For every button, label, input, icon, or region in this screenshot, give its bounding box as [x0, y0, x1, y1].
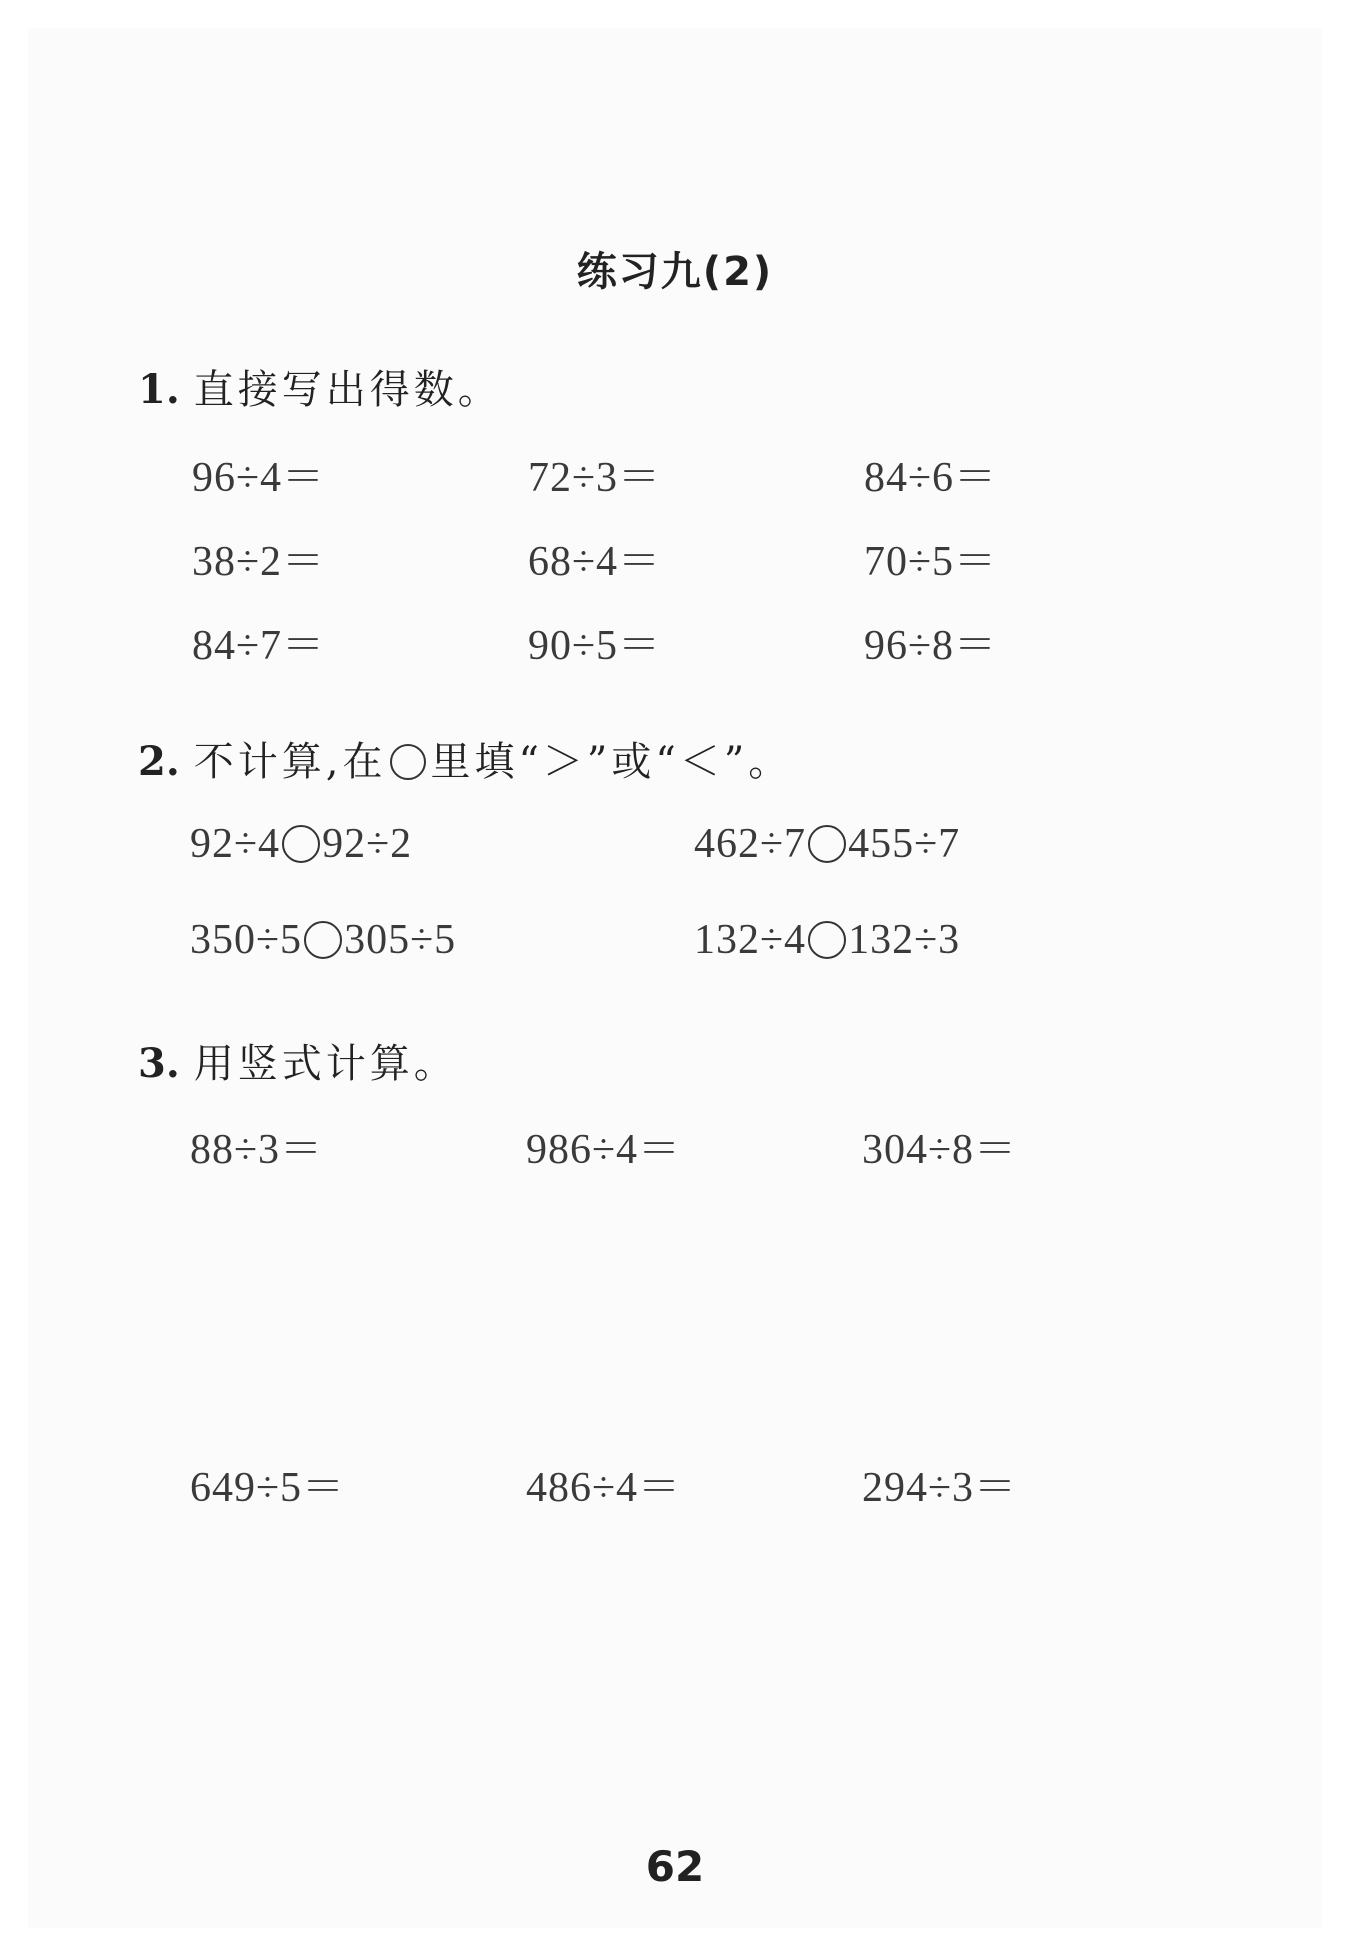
section-3-number: 3. — [138, 1040, 180, 1087]
worksheet-page — [28, 28, 1322, 1928]
section-3-expression: 649÷5＝ — [190, 1465, 346, 1511]
section-1-heading — [138, 358, 502, 415]
comparison-blank-circle[interactable] — [304, 921, 342, 959]
section-3-expression: 986÷4＝ — [526, 1127, 682, 1173]
page-title: 练习九(2) — [576, 249, 774, 295]
comparison-right: 132÷3 — [848, 917, 961, 963]
comparison-blank-circle[interactable] — [808, 825, 846, 863]
comparison-right: 92÷2 — [322, 821, 413, 867]
section-2-number: 2. — [138, 738, 180, 785]
comparison-item — [190, 820, 412, 868]
section-3-heading — [138, 1032, 458, 1089]
comparison-item — [190, 916, 456, 964]
comparison-blank-circle[interactable] — [282, 825, 320, 863]
section-3-expression: 486÷4＝ — [526, 1465, 682, 1511]
section-2-heading-before: 不计算,在 — [193, 739, 387, 785]
section-1-expression: 96÷4＝ — [192, 455, 326, 501]
section-3-heading-text: 用竖式计算。 — [193, 1041, 458, 1087]
comparison-left: 350÷5 — [190, 917, 303, 963]
section-1-expression: 38÷2＝ — [192, 539, 326, 585]
section-1-number: 1. — [138, 366, 180, 413]
comparison-left: 462÷7 — [694, 821, 807, 867]
circle-blank-icon — [390, 744, 426, 780]
comparison-item — [694, 820, 960, 868]
section-1-heading-text: 直接写出得数。 — [193, 367, 502, 413]
comparison-right: 455÷7 — [848, 821, 961, 867]
section-1-expression: 68÷4＝ — [528, 539, 662, 585]
section-1-expression: 70÷5＝ — [864, 539, 998, 585]
section-3-expression: 294÷3＝ — [862, 1465, 1018, 1511]
page-number: 62 — [645, 1842, 705, 1891]
section-2-heading — [138, 730, 792, 787]
comparison-blank-circle[interactable] — [808, 921, 846, 959]
section-1-expression: 96÷8＝ — [864, 623, 998, 669]
comparison-left: 132÷4 — [694, 917, 807, 963]
comparison-right: 305÷5 — [344, 917, 457, 963]
section-1-expression: 90÷5＝ — [528, 623, 662, 669]
comparison-left: 92÷4 — [190, 821, 281, 867]
section-3-expression: 304÷8＝ — [862, 1127, 1018, 1173]
section-1-expression: 72÷3＝ — [528, 455, 662, 501]
section-1-expression: 84÷6＝ — [864, 455, 998, 501]
section-2-heading-after: 里填“＞”或“＜”。 — [430, 739, 793, 785]
section-1-expression: 84÷7＝ — [192, 623, 326, 669]
comparison-item — [694, 916, 960, 964]
section-3-expression: 88÷3＝ — [190, 1127, 324, 1173]
